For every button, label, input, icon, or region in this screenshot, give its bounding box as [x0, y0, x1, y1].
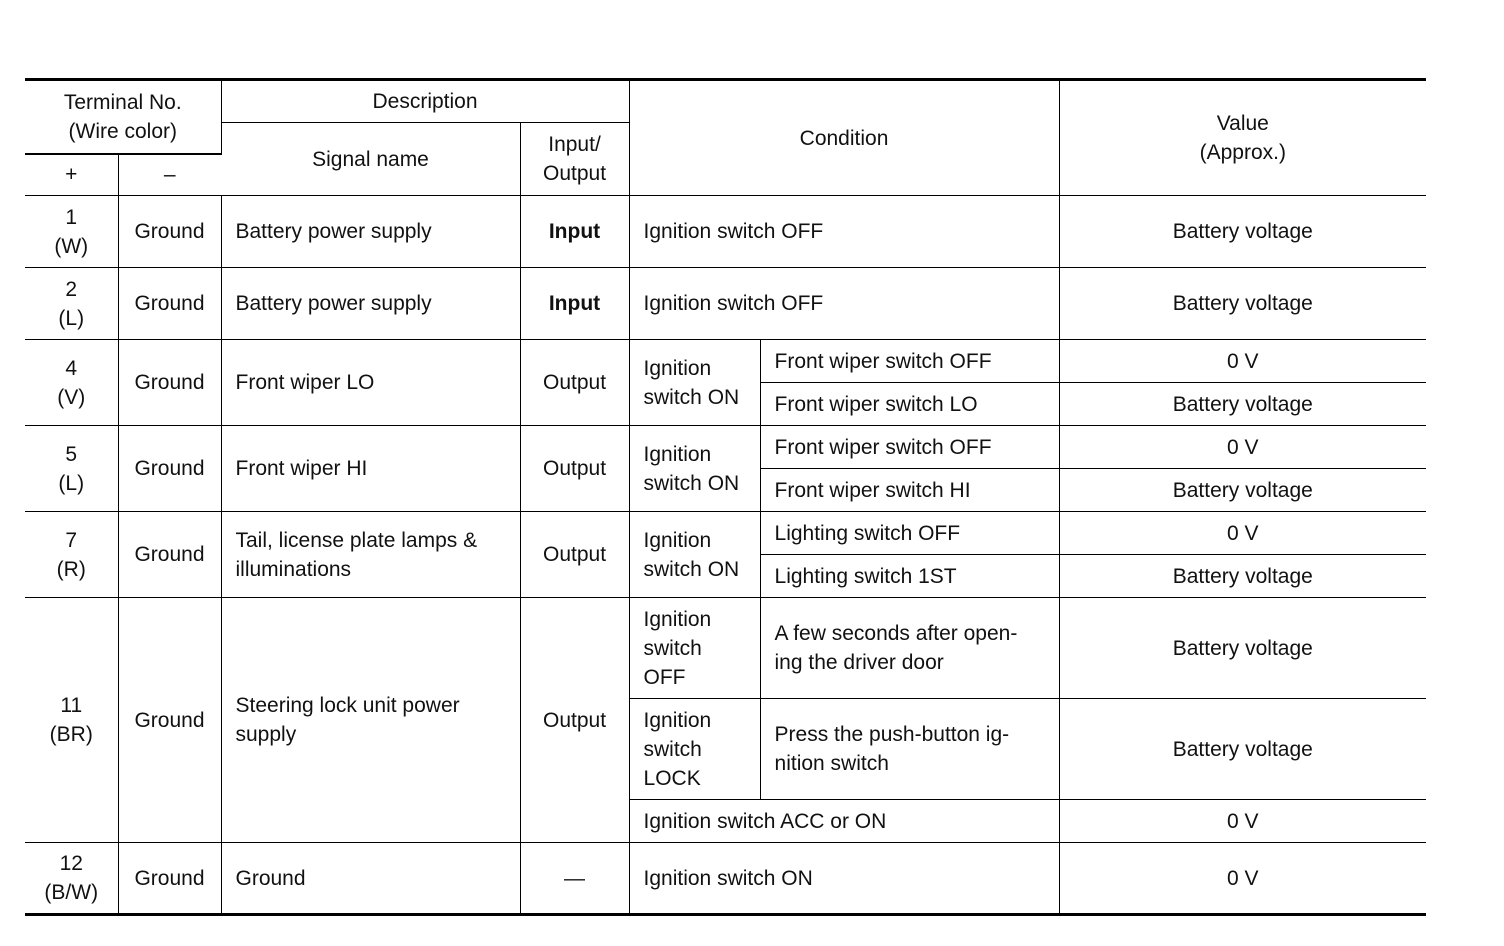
condition-cell: Ignition switch OFF [629, 196, 1059, 268]
condition-cell: Ignition switch ACC or ON [629, 800, 1059, 843]
signal-cell: Battery power supply [221, 268, 520, 340]
terminal-cell: 1 (W) [25, 196, 118, 268]
header-minus: – [118, 154, 221, 196]
io-cell: Input [520, 196, 629, 268]
io-cell: Output [520, 512, 629, 598]
io-cell: Output [520, 598, 629, 843]
io-cell: Output [520, 426, 629, 512]
terminal-cell: 7 (R) [25, 512, 118, 598]
table-row [25, 340, 1426, 383]
value-cell: Battery voltage [1059, 699, 1426, 800]
value-cell: Battery voltage [1059, 196, 1426, 268]
value-cell: 0 V [1059, 512, 1426, 555]
signal-cell: Front wiper LO [221, 340, 520, 426]
signal-cell: Steering lock unit power supply [221, 598, 520, 843]
value-cell: 0 V [1059, 843, 1426, 915]
table-row [25, 598, 1426, 699]
value-cell: Battery voltage [1059, 383, 1426, 426]
signal-cell: Tail, license plate lamps & illuminations [221, 512, 520, 598]
condition-main-cell: Ignition switch OFF [629, 598, 760, 699]
signal-cell: Battery power supply [221, 196, 520, 268]
signal-cell: Ground [221, 843, 520, 915]
value-cell: Battery voltage [1059, 268, 1426, 340]
header-input-output: Input/ Output [520, 123, 629, 196]
ground-cell: Ground [118, 426, 221, 512]
condition-sub-cell: Lighting switch 1ST [760, 555, 1059, 598]
table-row [25, 268, 1426, 340]
ground-cell: Ground [118, 268, 221, 340]
table-row [25, 196, 1426, 268]
table-row [25, 843, 1426, 915]
header-plus: + [25, 154, 118, 196]
terminal-cell: 4 (V) [25, 340, 118, 426]
header-value: Value (Approx.) [1059, 80, 1426, 196]
terminal-table [25, 78, 1426, 916]
ground-cell: Ground [118, 512, 221, 598]
ground-cell: Ground [118, 598, 221, 843]
header-condition: Condition [629, 80, 1059, 196]
value-cell: Battery voltage [1059, 555, 1426, 598]
condition-sub-cell: Front wiper switch OFF [760, 426, 1059, 469]
condition-main-cell: Ignition switch ON [629, 512, 760, 598]
terminal-cell: 5 (L) [25, 426, 118, 512]
value-cell: 0 V [1059, 800, 1426, 843]
condition-sub-cell: Front wiper switch HI [760, 469, 1059, 512]
header-description: Description [221, 80, 629, 123]
condition-main-cell: Ignition switch ON [629, 340, 760, 426]
terminal-cell: 11 (BR) [25, 598, 118, 843]
signal-cell: Front wiper HI [221, 426, 520, 512]
ground-cell: Ground [118, 843, 221, 915]
condition-sub-cell: Lighting switch OFF [760, 512, 1059, 555]
io-cell: — [520, 843, 629, 915]
io-cell: Output [520, 340, 629, 426]
condition-sub-cell: Front wiper switch OFF [760, 340, 1059, 383]
value-cell: Battery voltage [1059, 598, 1426, 699]
ground-cell: Ground [118, 196, 221, 268]
table-row [25, 512, 1426, 555]
condition-sub-cell: Front wiper switch LO [760, 383, 1059, 426]
condition-sub-cell: Press the push-button ig- nition switch [760, 699, 1059, 800]
terminal-cell: 12 (B/W) [25, 843, 118, 915]
condition-cell: Ignition switch ON [629, 843, 1059, 915]
condition-main-cell: Ignition switch LOCK [629, 699, 760, 800]
table-row [25, 426, 1426, 469]
value-cell: 0 V [1059, 426, 1426, 469]
header-terminal-no: Terminal No. (Wire color) [25, 80, 221, 154]
condition-sub-cell: A few seconds after open- ing the driver door [760, 598, 1059, 699]
value-cell: 0 V [1059, 340, 1426, 383]
condition-main-cell: Ignition switch ON [629, 426, 760, 512]
io-cell: Input [520, 268, 629, 340]
header-signal-name: Signal name [221, 123, 520, 196]
ground-cell: Ground [118, 340, 221, 426]
terminal-cell: 2 (L) [25, 268, 118, 340]
value-cell: Battery voltage [1059, 469, 1426, 512]
condition-cell: Ignition switch OFF [629, 268, 1059, 340]
